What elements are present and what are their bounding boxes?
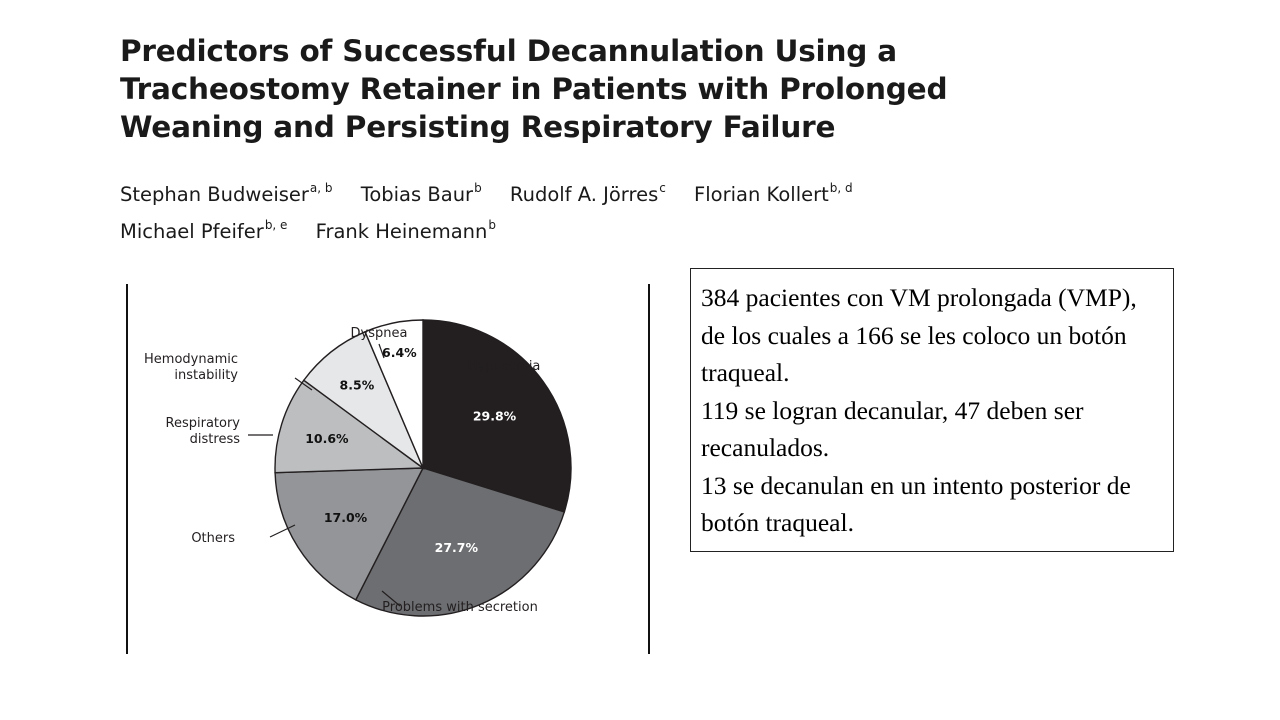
- slice-value-label: 29.8%: [472, 408, 517, 424]
- slice-value-label: 6.4%: [382, 344, 417, 360]
- author-line: [120, 173, 875, 210]
- author-affiliation: a, b: [309, 181, 333, 195]
- title-line: Weaning and Persisting Respiratory Failure: [120, 110, 836, 144]
- author-name: Rudolf A. Jörres: [509, 183, 659, 206]
- summary-paragraph: 384 pacientes con VM prolongada (VMP), de los cuales a 166 se les coloco un botón traqueal.: [701, 283, 1137, 387]
- author-affiliation: b: [488, 218, 496, 232]
- author-affiliation: c: [659, 181, 666, 195]
- slice-value-label: 8.5%: [339, 377, 375, 393]
- slice-value-label: 17.0%: [323, 510, 368, 526]
- author: [361, 183, 482, 206]
- author-list: [120, 173, 875, 247]
- slice-value-label: 27.7%: [434, 540, 479, 556]
- author-line: [120, 210, 875, 247]
- author-affiliation: b: [474, 181, 482, 195]
- slice-value-label: 10.6%: [305, 431, 349, 447]
- slice-category-label: Hemodynamic instability: [144, 352, 238, 383]
- author: [316, 220, 496, 243]
- paper-title: [120, 32, 1140, 146]
- title-line: Tracheostomy Retainer in Patients with Prolonged: [120, 72, 948, 106]
- author-name: Frank Heinemann: [315, 220, 488, 243]
- title-line: Predictors of Successful Decannulation Using a: [120, 34, 897, 68]
- author-name: Stephan Budweiser: [120, 183, 309, 206]
- author-affiliation: b, e: [264, 218, 288, 232]
- author: [120, 183, 333, 206]
- summary-paragraph: 119 se logran decanular, 47 deben ser recanulados.: [701, 395, 1084, 462]
- author: [510, 183, 666, 206]
- slice-category-label: Hypoxemia: [467, 359, 541, 374]
- summary-paragraph: 13 se decanulan en un intento posterior de botón traqueal.: [701, 470, 1131, 537]
- slice-category-label: Dyspnea: [350, 326, 408, 341]
- author-name: Florian Kollert: [694, 183, 829, 206]
- author-name: Tobias Baur: [360, 183, 474, 206]
- slice-category-label: Problems with secretion: [382, 600, 538, 615]
- summary-box: [690, 268, 1174, 552]
- author-affiliation: b, d: [829, 181, 853, 195]
- pie-chart: [144, 300, 630, 640]
- slice-category-label: Others: [191, 531, 235, 546]
- author-name: Michael Pfeifer: [120, 220, 264, 243]
- author: [120, 220, 287, 243]
- slice-category-label: Respiratory distress: [165, 416, 240, 447]
- figure-right-rule: [648, 284, 650, 654]
- figure-left-rule: [126, 284, 128, 654]
- author: [694, 183, 853, 206]
